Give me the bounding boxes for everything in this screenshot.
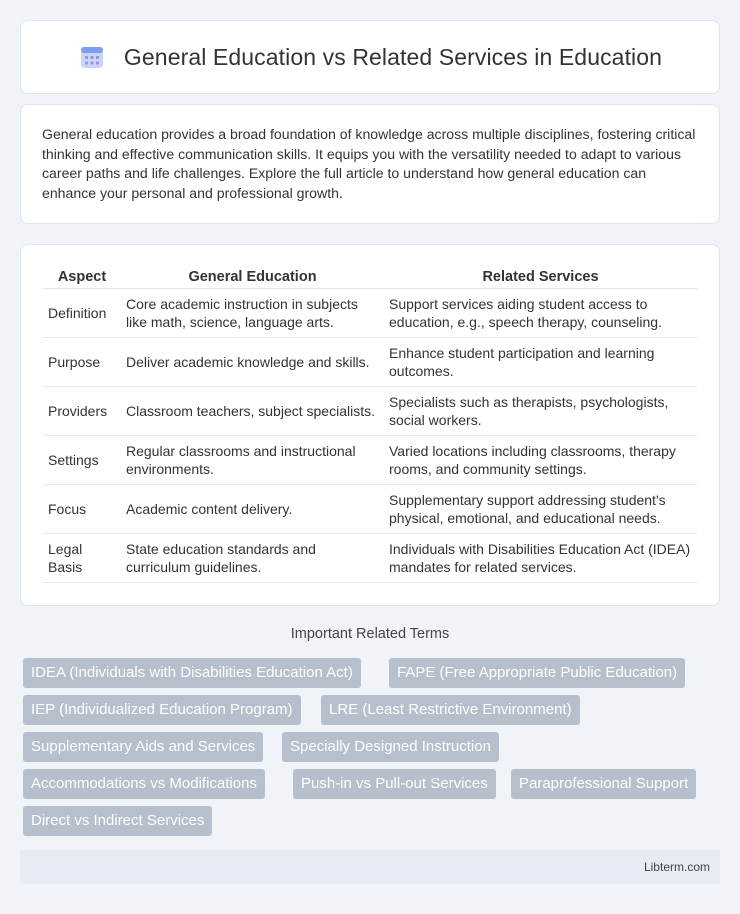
term-tag[interactable]: FAPE (Free Appropriate Public Education) <box>389 658 685 688</box>
term-tag[interactable]: Paraprofessional Support <box>511 769 696 799</box>
cell-aspect: Legal Basis <box>43 534 121 583</box>
term-tag[interactable]: Direct vs Indirect Services <box>23 806 212 836</box>
header-card <box>20 20 720 94</box>
term-tag[interactable]: Accommodations vs Modifications <box>23 769 265 799</box>
cell-related-services: Supplementary support addressing student's physical, emotional, and educational needs. <box>384 485 697 534</box>
intro-card <box>20 104 720 224</box>
cell-related-services: Support services aiding student access to education, e.g., speech therapy, counseling. <box>384 289 697 338</box>
calendar-grid-icon <box>78 43 106 71</box>
term-tag[interactable]: Push-in vs Pull-out Services <box>293 769 496 799</box>
cell-related-services: Varied locations including classrooms, therapy rooms, and community settings. <box>384 436 697 485</box>
cell-general-education: Deliver academic knowledge and skills. <box>121 338 384 387</box>
header-general-education: General Education <box>121 265 384 289</box>
term-tag[interactable]: IEP (Individualized Education Program) <box>23 695 301 725</box>
term-tag[interactable]: Specially Designed Instruction <box>282 732 499 762</box>
cell-general-education: Classroom teachers, subject specialists. <box>121 387 384 436</box>
cell-aspect: Focus <box>43 485 121 534</box>
comparison-table-card <box>20 244 720 606</box>
cell-related-services: Individuals with Disabilities Education Act (IDEA) mandates for related services. <box>384 534 697 583</box>
cell-aspect: Definition <box>43 289 121 338</box>
cell-aspect: Settings <box>43 436 121 485</box>
header-aspect: Aspect <box>43 265 121 289</box>
table-row <box>43 485 697 534</box>
footer-site-link[interactable]: Libterm.com <box>643 860 710 874</box>
comparison-table <box>43 265 697 583</box>
table-row <box>43 387 697 436</box>
table-header-row <box>43 265 697 289</box>
cell-general-education: Core academic instruction in subjects like math, science, language arts. <box>121 289 384 338</box>
cell-general-education: Academic content delivery. <box>121 485 384 534</box>
cell-aspect: Purpose <box>43 338 121 387</box>
header-related-services: Related Services <box>384 265 697 289</box>
page-title: General Education vs Related Services in Education <box>123 43 663 70</box>
term-tag[interactable]: LRE (Least Restrictive Environment) <box>321 695 580 725</box>
cell-general-education: Regular classrooms and instructional environments. <box>121 436 384 485</box>
intro-text: General education provides a broad foundation of knowledge across multiple disciplines, fostering critical thinking and effective communication skills. It equips you with the versatility needed to adapt to various career paths and life challenges. Explore the full article to understand how general education can enhance your personal and professional growth. <box>42 126 696 201</box>
table-row <box>43 289 697 338</box>
related-terms-title: Important Related Terms <box>290 626 450 642</box>
table-row <box>43 534 697 583</box>
cell-related-services: Enhance student participation and learning outcomes. <box>384 338 697 387</box>
footer <box>20 850 720 884</box>
table-row <box>43 436 697 485</box>
cell-general-education: State education standards and curriculum guidelines. <box>121 534 384 583</box>
cell-aspect: Providers <box>43 387 121 436</box>
cell-related-services: Specialists such as therapists, psychologists, social workers. <box>384 387 697 436</box>
term-tag[interactable]: IDEA (Individuals with Disabilities Education Act) <box>23 658 361 688</box>
term-tag[interactable]: Supplementary Aids and Services <box>23 732 263 762</box>
table-row <box>43 338 697 387</box>
